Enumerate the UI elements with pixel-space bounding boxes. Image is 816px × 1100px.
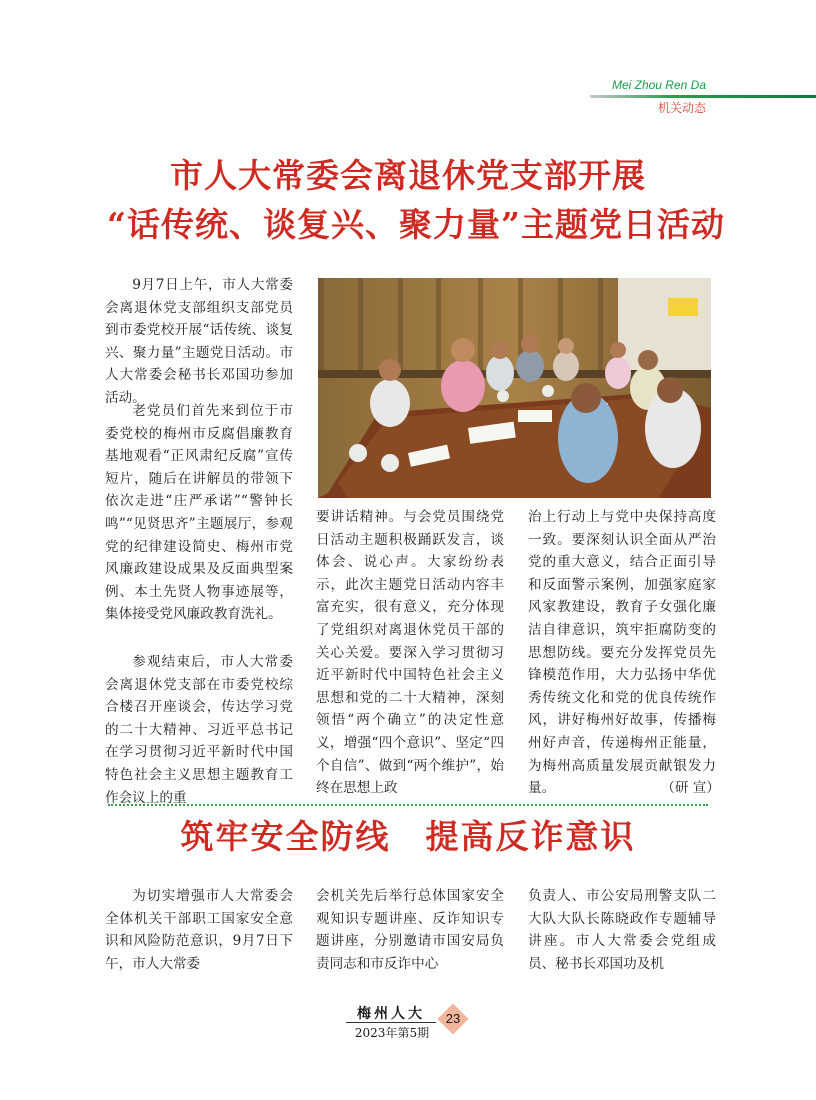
article1-byline: （研 宣）	[661, 780, 720, 796]
meeting-photo	[318, 278, 711, 498]
magazine-logo-cn: 梅州人大	[357, 1006, 425, 1022]
issue-label: 2023年第5期	[354, 1026, 430, 1040]
article1-title-line1: 市人大常委会离退休党支部开展	[170, 156, 646, 195]
article1-col3-text: 治上行动上与党中央保持高度一致。要深刻认识全面从严治党的重大意义，结合正面引导和反面警示案例，加强家庭家风家教建设，教育子女强化廉洁自律意识，筑牢拒腐防变的思想防线。要充分发挥党员先锋模范作用，大力弘扬中华优秀传统文化和党的优良传统作风，讲好梅州好故事，传播梅州好声音，传递梅州正能量，为梅州高质量发展贡献银发力量。	[528, 509, 716, 797]
article2-col3-text: 负责人、市公安局刑警支队二大队大队长陈晓政作专题辅导讲座。市人大常委会党组成员、秘书长邓国功及机	[528, 888, 716, 972]
article1-col2-text: 要讲话精神。与会党员围绕党日活动主题积极踊跃发言，谈体会、说心声。大家纷纷表示，此次主题党日活动内容丰富充实，很有意义，充分体现了党组织对离退休党员干部的关心关爱。要深入学习贯彻习近平新时代中国特色社会主义思想和党的二十大精神，深刻领悟“两个确立”的决定性意义，增强“四个意识”、坚定“四个自信”、做到“两个维护”，始终在思想上政	[316, 509, 504, 797]
article2-col2-text: 会机关先后举行总体国家安全观知识专题讲座、反诈知识专题讲座，分别邀请市国安局负责同志和市反诈中心	[316, 888, 504, 972]
page-number: 23	[445, 1011, 461, 1026]
magazine-name-en: Mei Zhou Ren Da	[611, 78, 706, 92]
article1-col1-para1: 9月7日上午，市人大常委会离退休党支部组织支部党员到市委党校开展“话传统、谈复兴、聚力量”主题党日活动。市人大常委会秘书长邓国功参加活动。	[105, 277, 293, 406]
header-rule	[590, 95, 816, 98]
article2-title: 筑牢安全防线 提高反诈意识	[180, 817, 636, 856]
article1-col1-para2: 老党员们首先来到位于市委党校的梅州市反腐倡廉教育基地观看“正风肃纪反腐”宣传短片，随后在讲解员的带领下依次走进“庄严承诺”“警钟长鸣”“见贤思齐”主题展厅，参观党的纪律建设简史、梅州市党风廉政建设成果及反面典型案例、本土先贤人物事迹展等，集体接受党风廉政教育洗礼。	[105, 403, 293, 623]
article1-col1-para3: 参观结束后，市人大常委会离退休党支部在市委党校综合楼召开座谈会，传达学习党的二十大精神、习近平总书记在学习贯彻习近平新时代中国特色社会主义思想主题教育工作会议上的重	[105, 654, 293, 806]
footer-rule	[346, 1022, 436, 1023]
article-divider	[108, 804, 708, 806]
article1-title-line2: “话传统、谈复兴、聚力量”主题党日活动	[107, 205, 725, 244]
article2-col1-text: 为切实增强市人大常委会全体机关干部职工国家安全意识和风险防范意识，9月7日下午，市人大常委	[105, 888, 293, 972]
section-label: 机关动态	[657, 101, 706, 115]
